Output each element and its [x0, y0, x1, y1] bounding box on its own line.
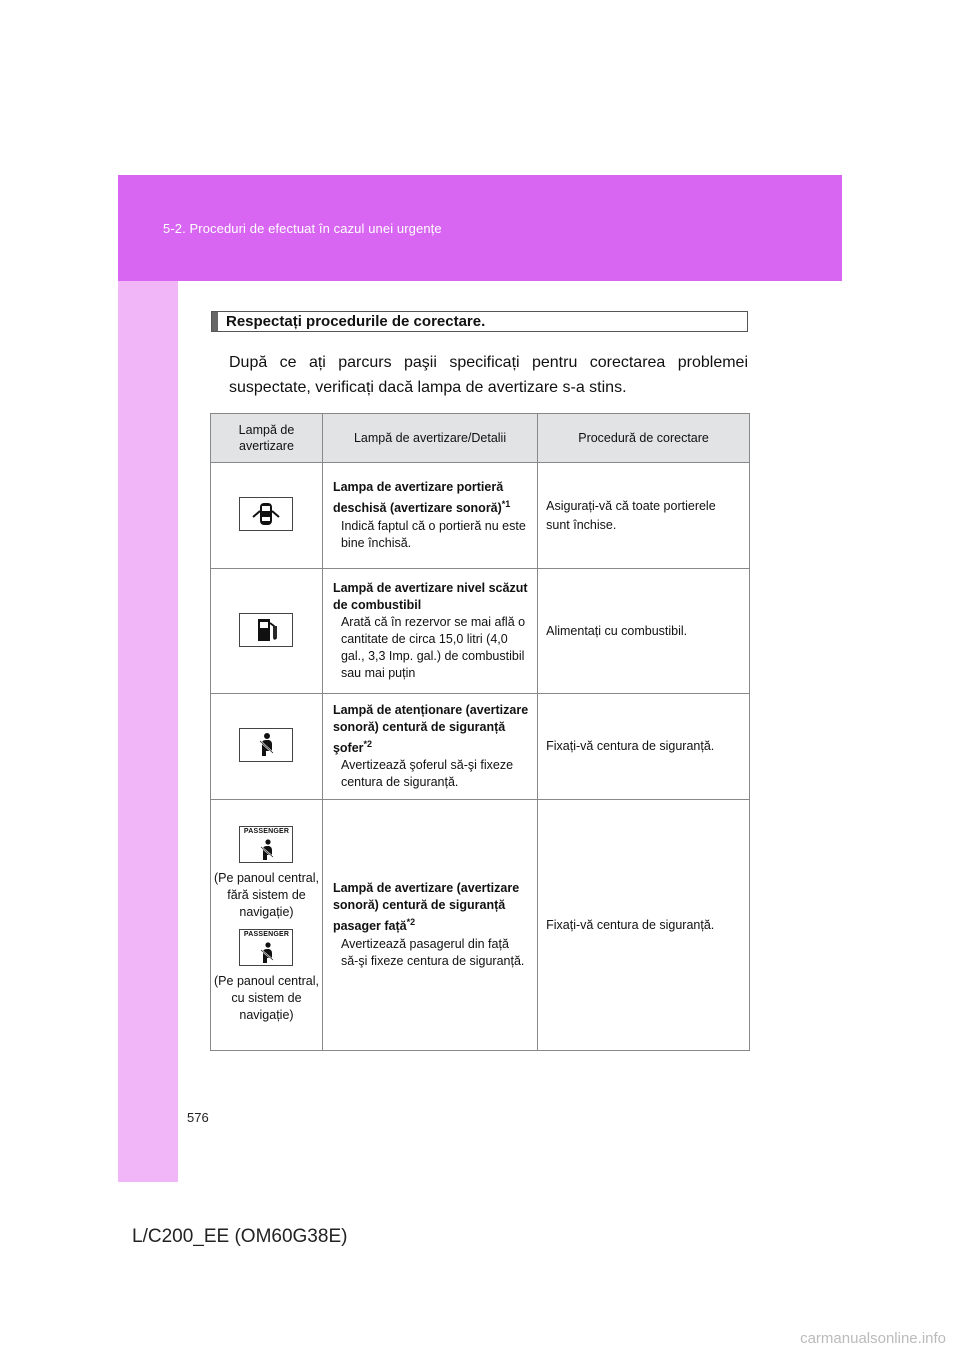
page-header: [118, 175, 842, 281]
table-row: [211, 800, 750, 1051]
lamp-title-text: Lampă de avertizare nivel scăzut de combustibil: [332, 581, 528, 612]
document-code: L/C200_EE (OM60G38E): [132, 1226, 348, 1247]
panel-note-no-nav: (Pe panoul central, fără sistem de navigație): [214, 871, 319, 919]
detail-cell: [322, 694, 537, 800]
lamp-detail: Arată că în rezervor se mai află o cantitate de circa 15,0 litri (4,0 gal., 3,3 Imp. gal.) de combustibil sau mai puțin: [340, 615, 526, 680]
warning-lamp-table: [210, 413, 750, 1051]
lamp-title: [333, 479, 529, 517]
passenger-label: PASSENGER: [243, 931, 290, 938]
side-tab: [118, 175, 178, 1182]
lamp-title-text: Lampă de atenționare (avertizare sonoră) centură de siguranță şofer: [332, 702, 529, 756]
lamp-cell: [211, 463, 323, 569]
lamp-cell: [211, 800, 323, 1051]
table-row: [211, 463, 750, 569]
lamp-title: [333, 702, 529, 757]
lamp-cell: [211, 694, 323, 800]
table-row: [211, 569, 750, 694]
lamp-detail: Indică faptul că o portieră nu este bine închisă.: [340, 518, 526, 550]
detail-cell: [322, 800, 537, 1051]
watermark: carmanualsonline.info: [800, 1330, 946, 1347]
panel-note-with-nav: (Pe panoul central, cu sistem de navigație): [214, 974, 319, 1022]
intro-paragraph: După ce ați parcurs paşii specificați pentru corectarea problemei suspectate, verificați dacă lampa de avertizare s-a stins.: [229, 354, 748, 396]
procedure-cell: Asigurați-vă că toate portierele sunt închise.: [538, 463, 750, 569]
lamp-title-text: Lampă de avertizare (avertizare sonoră) centură de siguranță pasager față: [332, 881, 520, 934]
lamp-title: [333, 880, 529, 935]
procedure-cell: Fixați-vă centura de siguranță.: [538, 800, 750, 1051]
procedure-cell: Alimentați cu combustibil.: [538, 569, 750, 694]
section-heading-text: Respectați procedurile de corectare.: [226, 313, 486, 330]
page-number: 576: [187, 1110, 209, 1125]
column-header-lamp: Lampă de avertizare: [211, 414, 323, 463]
lamp-title-text: Lampa de avertizare portieră deschisă (avertizare sonoră): [332, 480, 504, 516]
door-open-icon: [239, 497, 293, 531]
footnote-ref: *1: [501, 499, 511, 510]
lamp-detail: Avertizează şoferul să-şi fixeze centura de siguranță.: [340, 758, 514, 790]
passenger-label: PASSENGER: [243, 828, 290, 835]
table-row: [211, 694, 750, 800]
footnote-ref: *2: [406, 917, 416, 928]
detail-cell: [322, 463, 537, 569]
procedure-cell: Fixați-vă centura de siguranță.: [538, 694, 750, 800]
heading-marker: [212, 312, 218, 331]
passenger-seatbelt-icon: [239, 929, 293, 966]
passenger-seatbelt-icon: [239, 826, 293, 863]
seatbelt-icon: [239, 728, 293, 762]
table-header-row: [211, 414, 750, 463]
lamp-detail: Avertizează pasagerul din față să-şi fixeze centura de siguranță.: [340, 936, 525, 968]
lamp-title: [333, 580, 529, 614]
fuel-icon: [239, 613, 293, 647]
column-header-details: Lampă de avertizare/Detalii: [322, 414, 537, 463]
section-heading: [211, 311, 748, 332]
lamp-cell: [211, 569, 323, 694]
column-header-procedure: Procedură de corectare: [538, 414, 750, 463]
footnote-ref: *2: [363, 738, 373, 749]
section-title: 5-2. Proceduri de efectuat în cazul unei urgențe: [163, 221, 442, 236]
detail-cell: [322, 569, 537, 694]
